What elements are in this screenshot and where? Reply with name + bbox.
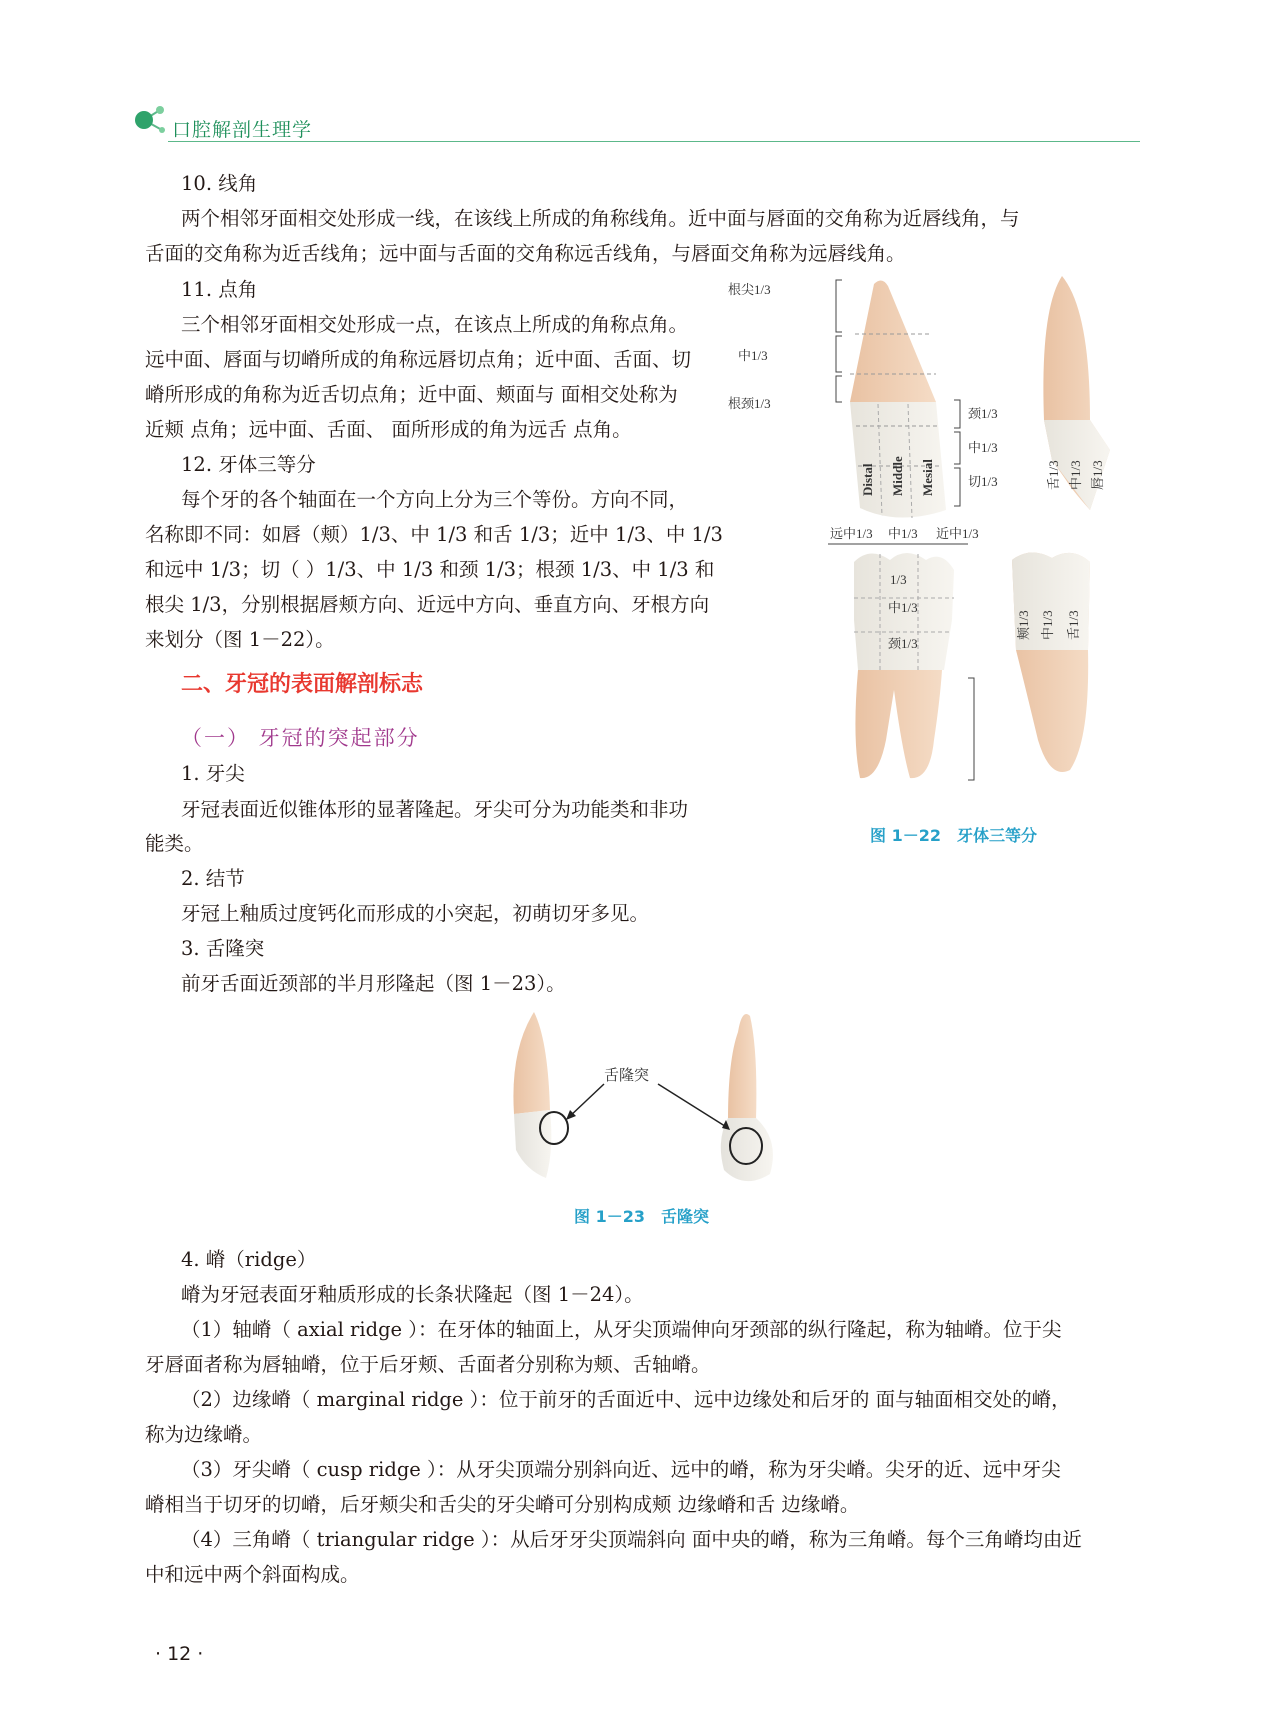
figure-caption: 图 1－22 牙体三等分 [870,826,1037,845]
label-middle-third: 中1/3 [888,526,918,541]
label-occlusal: 1/3 [890,572,907,587]
body-text: 牙冠表面近似锥体形的显著隆起。牙尖可分为功能类和非功 [181,798,689,821]
body-text: 称为边缘嵴。 [145,1423,263,1446]
body-text: 三个相邻牙面相交处形成一点，在该点上所成的角称点角。 [181,313,689,336]
body-text: （2）边缘嵴（ marginal ridge ）：位于前牙的舌面近中、远中边缘处和后牙的 面与轴面相交处的嵴， [181,1388,1071,1411]
figure-cingulum [490,1010,790,1200]
label-lingual: 舌1/3 [1046,460,1061,490]
body-text: 两个相邻牙面相交处形成一线，在该线上所成的角称线角。近中面与唇面的交角称为近唇线角，与 [181,207,1020,230]
incisor-right [728,1014,756,1120]
cingulum-label: 舌隆突 [604,1066,650,1084]
running-header-title: 口腔解剖生理学 [172,119,313,141]
label-buccal: 颊1/3 [1016,610,1031,640]
incisor-root [850,280,936,402]
label-molar-side-middle: 中1/3 [1040,610,1055,640]
label-molar-lingual: 舌1/3 [1066,610,1081,640]
label-root-middle: 中1/3 [738,348,768,363]
body-text: 嵴所形成的角称为近舌切点角；近中面、颊面与 面相交处称为 [145,383,678,406]
body-text: 名称即不同：如唇（颊）1/3、中 1/3 和舌 1/3；近中 1/3、中 1/3 [145,523,723,546]
label-molar-middle: 中1/3 [888,600,918,615]
subsection-heading: （一） 牙冠的突起部分 [181,726,420,750]
body-text: （1）轴嵴（ axial ridge ）：在牙体的轴面上，从牙尖顶端伸向牙颈部的纵行隆起，称为轴嵴。位于尖 [181,1318,1062,1341]
body-text: 来划分（图 1－22）。 [145,628,335,651]
section-heading: 二、牙冠的表面解剖标志 [181,672,424,697]
body-text: 嵴相当于切牙的切嵴，后牙颊尖和舌尖的牙尖嵴可分别构成颊 边缘嵴和舌 边缘嵴。 [145,1493,860,1516]
label-root-cervical: 根颈1/3 [728,396,771,411]
label-mesial-third: 近中1/3 [936,526,979,541]
heading-point-angle: 11. 点角 [181,278,258,301]
figure-caption: 图 1－23 舌隆突 [574,1207,709,1226]
body-text: 能类。 [145,832,204,855]
label-mesial: Mesial [920,459,935,496]
body-text: 前牙舌面近颈部的半月形隆起（图 1－23）。 [181,972,566,995]
label-molar-cervical: 颈1/3 [888,636,918,651]
header-rule [168,141,1140,142]
heading-line-angle: 10. 线角 [181,172,258,195]
body-text: （3）牙尖嵴（ cusp ridge ）：从牙尖顶端分别斜向近、远中的嵴，称为牙尖嵴。尖牙的近、远中牙尖 [181,1458,1061,1481]
body-text: 牙冠上釉质过度钙化而形成的小突起，初萌切牙多见。 [181,902,650,925]
label-distal-third: 远中1/3 [830,526,873,541]
label-root-apex: 根尖1/3 [728,282,771,297]
body-text: 远中面、唇面与切嵴所成的角称远唇切点角；近中面、舌面、切 [145,348,692,371]
label-middle: Middle [890,456,905,496]
incisor-left [513,1012,550,1114]
body-text: （4）三角嵴（ triangular ridge ）：从后牙牙尖顶端斜向 面中央的嵴，称为三角嵴。每个三角嵴均由近 [181,1528,1082,1551]
label-labial: 唇1/3 [1090,460,1105,490]
body-text: 牙唇面者称为唇轴嵴，位于后牙颊、舌面者分别称为颊、舌轴嵴。 [145,1353,711,1376]
label-distal: Distal [860,463,875,496]
body-text: 和远中 1/3；切（ ）1/3、中 1/3 和颈 1/3；根颈 1/3、中 1/3 和 [145,558,715,581]
heading-thirds: 12. 牙体三等分 [181,453,316,476]
body-text: 中和远中两个斜面构成。 [145,1563,360,1586]
heading-cusp: 1. 牙尖 [181,762,245,785]
molar-roots [855,670,942,778]
body-text: 近颊 点角；远中面、舌面、 面所形成的角为远舌 点角。 [145,418,632,441]
heading-tubercle: 2. 结节 [181,867,245,890]
body-text: 每个牙的各个轴面在一个方向上分为三个等份。方向不同， [181,488,689,511]
label-middle-side: 中1/3 [1068,460,1083,490]
page-number: · 12 · [155,1643,204,1665]
label-crown-middle: 中1/3 [968,440,998,455]
label-crown-cervical: 颈1/3 [968,406,998,421]
body-text: 根尖 1/3，分别根据唇颊方向、近远中方向、垂直方向、牙根方向 [145,593,710,616]
label-crown-incisal: 切1/3 [968,474,998,489]
body-text: 嵴为牙冠表面牙釉质形成的长条状隆起（图 1－24）。 [181,1283,644,1306]
heading-cingulum: 3. 舌隆突 [181,937,265,960]
heading-ridge: 4. 嵴（ridge） [181,1248,317,1271]
header-logo [132,104,172,144]
body-text: 舌面的交角称为近舌线角；远中面与舌面的交角称远舌线角，与唇面交角称为远唇线角。 [145,242,906,265]
figure-tooth-thirds [728,270,1150,790]
